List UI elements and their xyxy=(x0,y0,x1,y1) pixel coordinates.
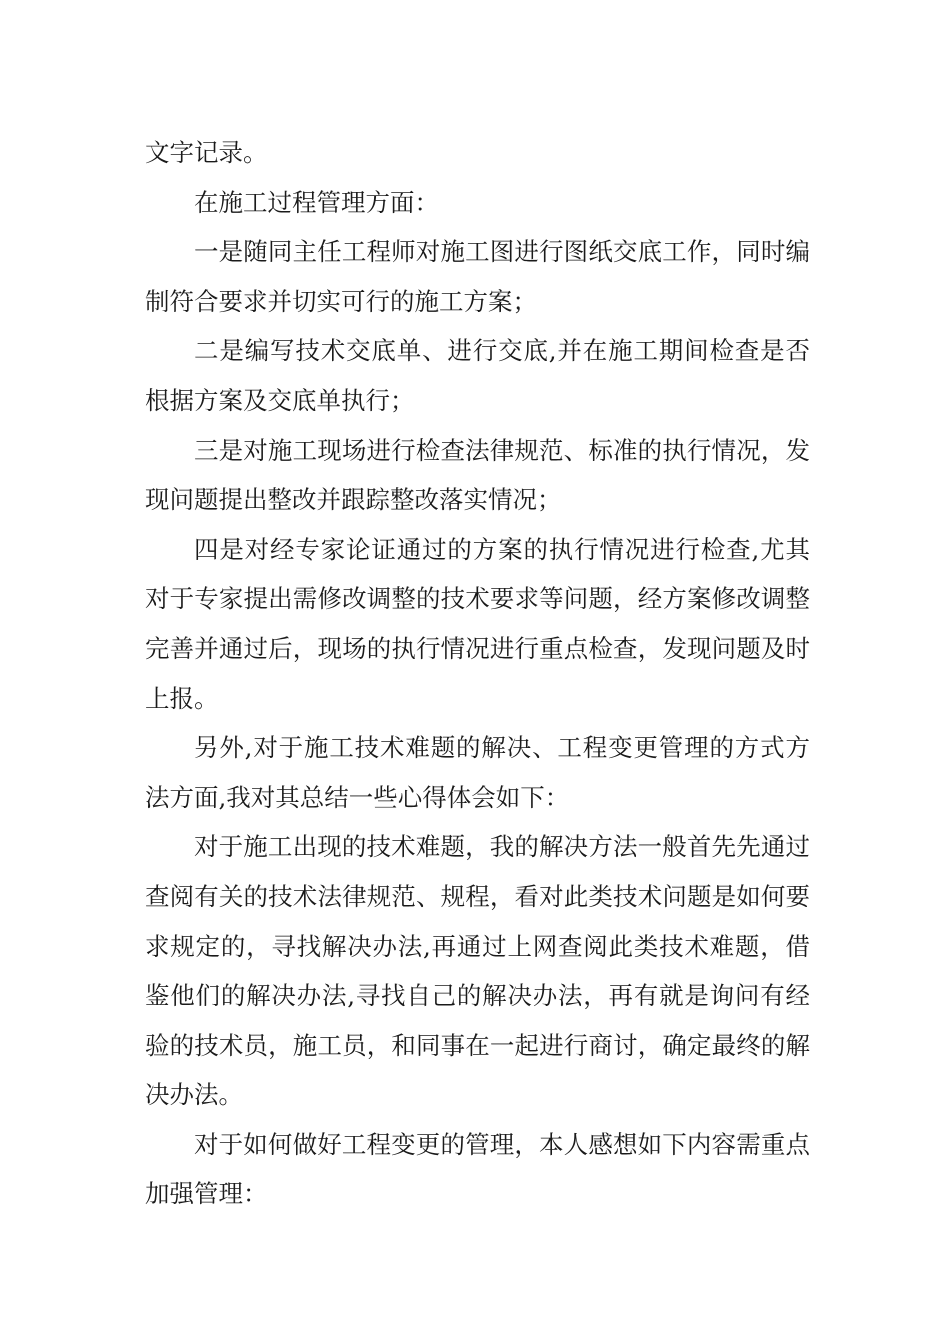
paragraph-technical-problems: 对于施工出现的技术难题，我的解决方法一般首先先通过查阅有关的技术法律规范、规程，看对此类技术问题是如何要求规定的，寻找解决办法,再通过上网查阅此类技术难题，借鉴他们的解决办法,寻找自己的解决办法，再有就是询问有经验的技术员，施工员，和同事在一起进行商讨，确定最终的解决办法。 xyxy=(145,832,810,1110)
paragraph-item-two: 二是编写技术交底单、进行交底,并在施工期间检查是否根据方案及交底单执行； xyxy=(145,336,810,415)
document-body xyxy=(145,128,810,1219)
paragraph-item-four: 四是对经专家论证通过的方案的执行情况进行检查,尤其对于专家提出需修改调整的技术要求等问题，经方案修改调整完善并通过后，现场的执行情况进行重点检查，发现问题及时上报。 xyxy=(145,534,810,713)
paragraph-continuation: 文字记录。 xyxy=(145,138,268,167)
paragraph-additional: 另外,对于施工技术难题的解决、工程变更管理的方式方法方面,我对其总结一些心得体会如下： xyxy=(145,733,810,812)
paragraph-item-three: 三是对施工现场进行检查法律规范、标准的执行情况，发现问题提出整改并跟踪整改落实情况； xyxy=(145,435,810,515)
paragraph-item-one: 一是随同主任工程师对施工图进行图纸交底工作，同时编制符合要求并切实可行的施工方案； xyxy=(145,237,810,316)
paragraph-process-management-heading: 在施工过程管理方面： xyxy=(194,187,439,217)
paragraph-change-management: 对于如何做好工程变更的管理，本人感想如下内容需重点加强管理： xyxy=(145,1129,810,1209)
